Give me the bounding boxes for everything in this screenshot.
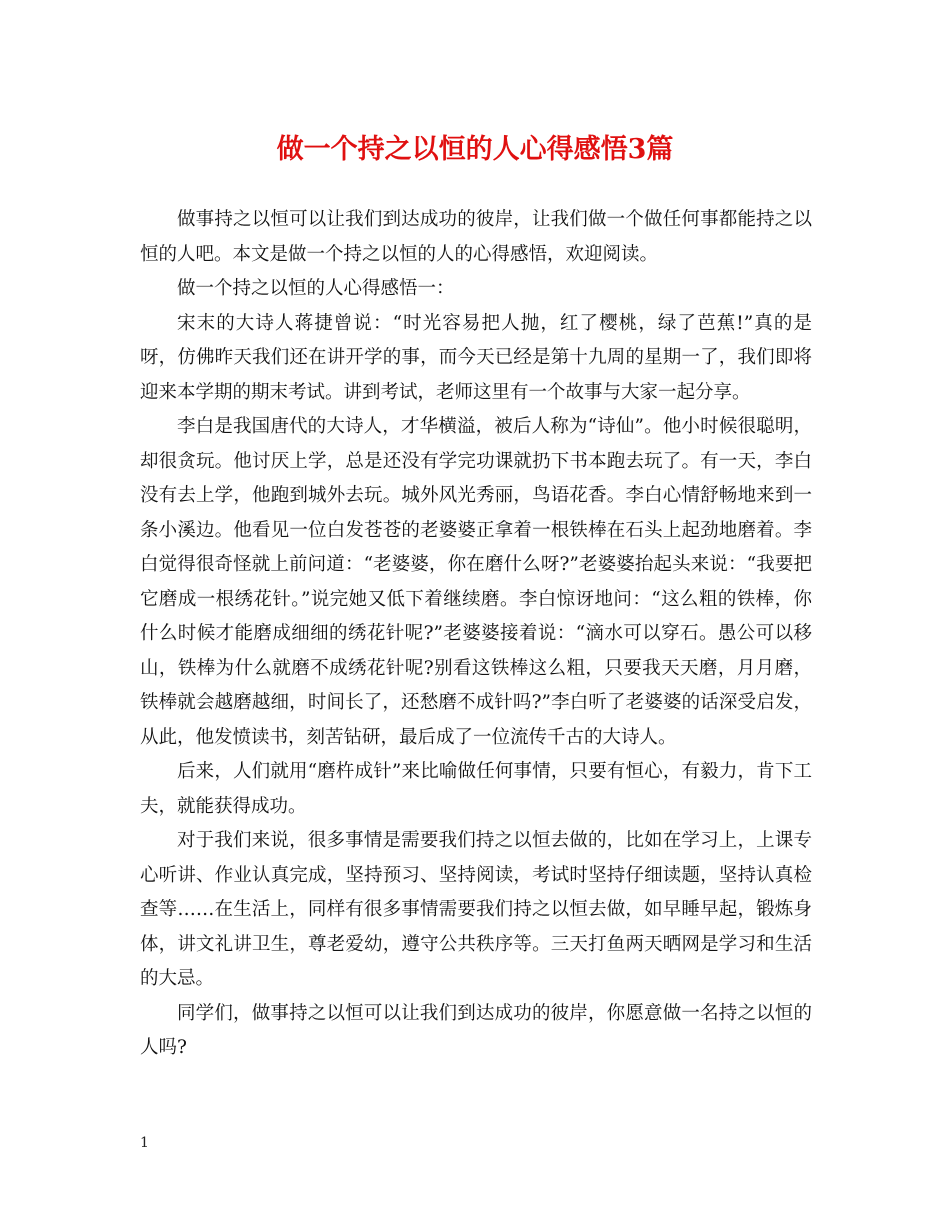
page-number: 1 bbox=[140, 1135, 149, 1151]
document-body bbox=[140, 203, 812, 1066]
paragraph-idiom: 后来，人们就用“磨杵成针”来比喻做任何事情，只要有恒心，有毅力，肯下工夫，就能获得成功。 bbox=[140, 761, 812, 817]
paragraph-jiangjie-quote: 宋末的大诗人蒋捷曾说：“时光容易把人抛，红了樱桃，绿了芭蕉!”真的是呀，仿佛昨天我们还在讲开学的事，而今天已经是第十九周的星期一了，我们即将迎来本学期的期末考试。讲到考试，老师这里有一个故事与大家一起分享。 bbox=[140, 312, 812, 403]
page-title: 做一个持之以恒的人心得感悟3篇 bbox=[276, 134, 674, 165]
paragraph-libai-story: 李白是我国唐代的大诗人，才华横溢，被后人称为“诗仙”。他小时候很聪明，却很贪玩。他讨厌上学，总是还没有学完功课就扔下书本跑去玩了。有一天，李白没有去上学，他跑到城外去玩。城外风光秀丽，鸟语花香。李白心情舒畅地来到一条小溪边。他看见一位白发苍苍的老婆婆正拿着一根铁棒在石头上起劲地磨着。李白觉得很奇怪就上前问道：“老婆婆，你在磨什么呀?”老婆婆抬起头来说：“我要把它磨成一根绣花针。”说完她又低下着继续磨。李白惊讶地问：“这么粗的铁棒，你什么时候才能磨成细细的绣花针呢?”老婆婆接着说：“滴水可以穿石。愚公可以移山，铁棒为什么就磨不成绣花针呢?别看这铁棒这么粗，只要我天天磨，月月磨，铁棒就会越磨越细，时间长了，还愁磨不成针吗?”李白听了老婆婆的话深受启发，从此，他发愤读书，刻苦钻研，最后成了一位流传千古的大诗人。 bbox=[140, 416, 812, 748]
paragraph-study-life: 对于我们来说，很多事情是需要我们持之以恒去做的，比如在学习上，上课专心听讲、作业认真完成，坚持预习、坚持阅读，考试时坚持仔细读题，坚持认真检查等……在生活上，同样有很多事情需要我们持之以恒去做，如早睡早起，锻炼身体，讲文礼讲卫生，尊老爱幼，遵守公共秩序等。三天打鱼两天晒网是学习和生活的大忌。 bbox=[140, 830, 812, 989]
paragraph-intro: 做事持之以恒可以让我们到达成功的彼岸，让我们做一个做任何事都能持之以恒的人吧。本文是做一个持之以恒的人的心得感悟，欢迎阅读。 bbox=[140, 209, 812, 265]
paragraph-conclusion: 同学们，做事持之以恒可以让我们到达成功的彼岸，你愿意做一名持之以恒的人吗? bbox=[140, 1002, 812, 1058]
paragraph-section-heading: 做一个持之以恒的人心得感悟一： bbox=[177, 278, 455, 299]
